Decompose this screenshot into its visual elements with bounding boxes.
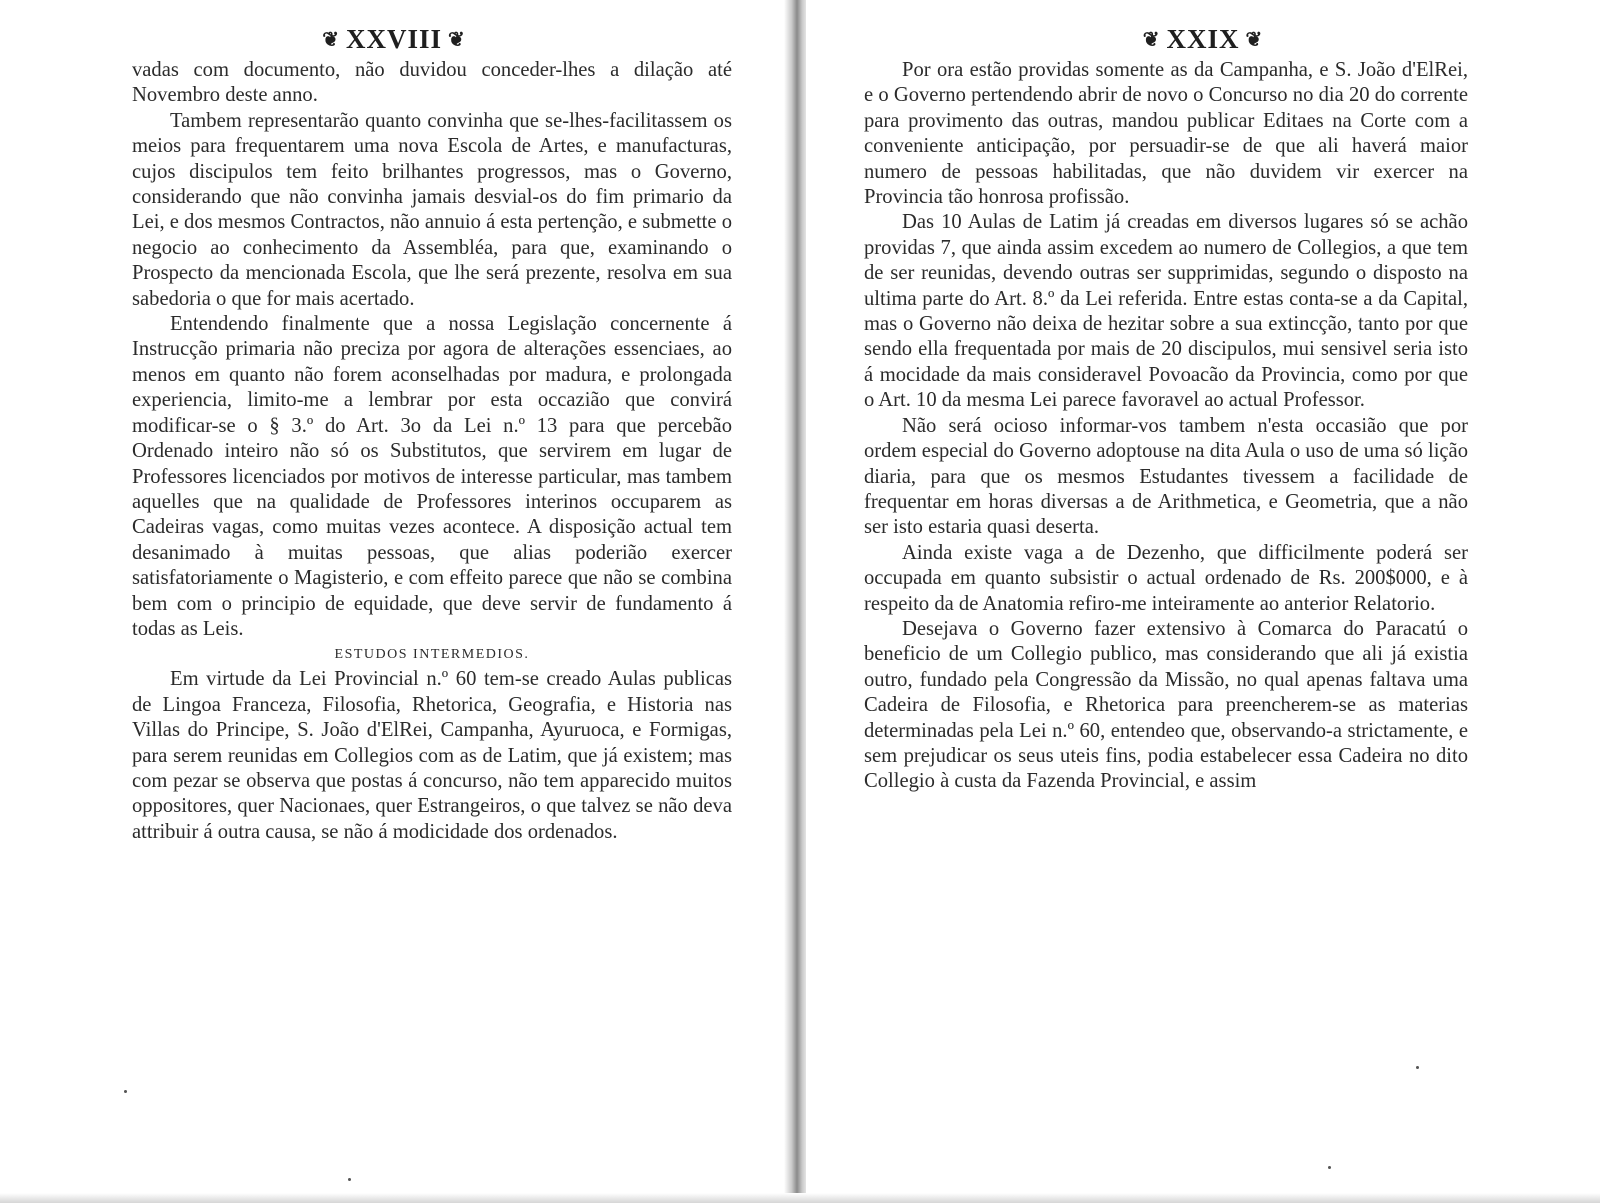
left-page-body — [132, 58, 732, 845]
paper-speck — [1328, 1166, 1331, 1169]
right-paragraph-1: Por ora estão providas somente as da Campanha, e S. João d'ElRei, e o Governo pertendendo abrir de novo o Concurso no dia 20 do corrente para provimento das outras, mandou publicar Editaes na Corte com a conveniente anticipação, por persuadir-se de que ali haverá maior numero de pessoas habilitadas, que não duvidem vir exercer na Provincia tão honrosa profissão. — [864, 59, 1468, 209]
right-page-body — [864, 58, 1468, 795]
left-paragraph-1: vadas com documento, não duvidou conceder-lhes a dilação até Novembro deste anno. — [132, 59, 732, 107]
paper-speck — [124, 1090, 127, 1093]
left-paragraph-3: Entendendo finalmente que a nossa Legislação concernente á Instrucção primaria não preciza por agora de alterações essenciaes, ao menos em quanto não forem aconselhadas por madura, e prolongada experiencia, limito-me a lembrar por esta occazião que convirá modificar-se o § 3.º do Art. 3o da Lei n.º 13 para que percebão Ordenado inteiro não só os Substitutos, que servirem em lugar de Professores licenciados por motivos de interesse particular, mas tambem aquelles que na qualidade de Professores interinos occuparem as Cadeiras vagas, como muitas vezes acontece. A disposição actual tem desanimado à muitas pessoas, que alias poderião exercer satisfatoriamente o Magisterio, e com effeito parece que não se combina bem com o principio de equidade, que deve servir de fundamento á todas as Leis. — [132, 313, 732, 640]
right-page — [806, 0, 1600, 1203]
left-page-header — [0, 22, 788, 56]
ornament-right-icon: ❦ — [448, 28, 466, 51]
left-page-number: XXVIII — [345, 23, 443, 54]
right-paragraph-5: Desejava o Governo fazer extensivo à Comarca do Paracatú o beneficio de um Collegio publico, mas considerando que ali já existia outro, fundado pela Congressão da Missão, no qual apenas faltava uma Cadeira de Filosofia, e Rhetorica para preencherem-se as materias determinadas pela Lei n.º 60, entendeo que, observando-a strictamente, e sem prejudicar os seus uteis fins, podia estabelecer essa Cadeira no dito Collegio à custa da Fazenda Provincial, e assim — [864, 617, 1468, 793]
right-page-header — [806, 22, 1600, 56]
page-bottom-edge — [0, 1193, 1600, 1203]
left-paragraph-4: Em virtude da Lei Provincial n.º 60 tem-se creado Aulas publicas de Lingoa Franceza, Filosofia, Rhetorica, Geografia, e Historia nas Villas do Principe, S. João d'ElRei, Campanha, Ayuruoca, e Formigas, para serem reunidas em Collegios com as de Latim, que já existem; mas com pezar se observa que postas á concurso, não tem apparecido muitos oppositores, quer Nacionaes, quer Estrangeiros, o que talvez se não deva attribuir á outra causa, se não á modicidade dos ordenados. — [132, 668, 732, 843]
ornament-right-icon: ❦ — [1245, 28, 1264, 51]
left-paragraph-2: Tambem representarão quanto convinha que se-lhes-facilitassem os meios para frequentarem uma nova Escola de Artes, e manufacturas, cujos discipulos tem feito brilhantes progressos, mas o Governo, considerando que não convinha jamais desvial-os do fim primario da Lei, e dos mesmos Contractos, não annuio á esta pertenção, e submette o negocio ao conhecimento da Assembléa, para que, examinando o Prospecto da mencionada Escola, que lhe será prezente, resolva em sua sabedoria o que for mais acertado. — [132, 109, 732, 310]
ornament-left-icon: ❦ — [1142, 28, 1161, 51]
paper-speck — [348, 1178, 351, 1181]
paper-speck — [1416, 1066, 1419, 1069]
ornament-left-icon: ❦ — [322, 28, 340, 51]
right-paragraph-3: Não será ocioso informar-vos tambem n'esta occasião que por ordem especial do Governo adoptouse na dita Aula o uso de uma só lição diaria, para que os mesmos Estudantes tivessem a facilidade de frequentar em horas diversas a de Arithmetica, e Geometria, que a não ser isto estaria quasi deserta. — [864, 414, 1468, 539]
left-page — [0, 0, 788, 1203]
right-page-number: XXIX — [1166, 23, 1240, 54]
right-paragraph-2: Das 10 Aulas de Latim já creadas em diversos lugares só se achão providas 7, que ainda assim excedem ao numero de Collegios, a que tem de ser reunidas, devendo outras ser supprimidas, segundo o disposto na ultima parte do Art. 8.º da Lei referida. Entre estas conta-se a da Capital, mas o Governo não deixa de hezitar sobre a sua extincção, tanto por que sendo ella frequentada por mais de 20 discipulos, mui sensivel seria isto á mocidade da mais consideravel Povoacão da Provincia, como por que o Art. 10 da mesma Lei parece favoravel ao actual Professor. — [864, 211, 1468, 412]
right-paragraph-4: Ainda existe vaga a de Dezenho, que difficilmente poderá ser occupada em quanto subsistir o actual ordenado de Rs. 200$000, e à respeito da de Anatomia refiro-me inteiramente ao anterior Relatorio. — [864, 541, 1468, 615]
section-heading: ESTUDOS INTERMEDIOS. — [334, 647, 530, 663]
